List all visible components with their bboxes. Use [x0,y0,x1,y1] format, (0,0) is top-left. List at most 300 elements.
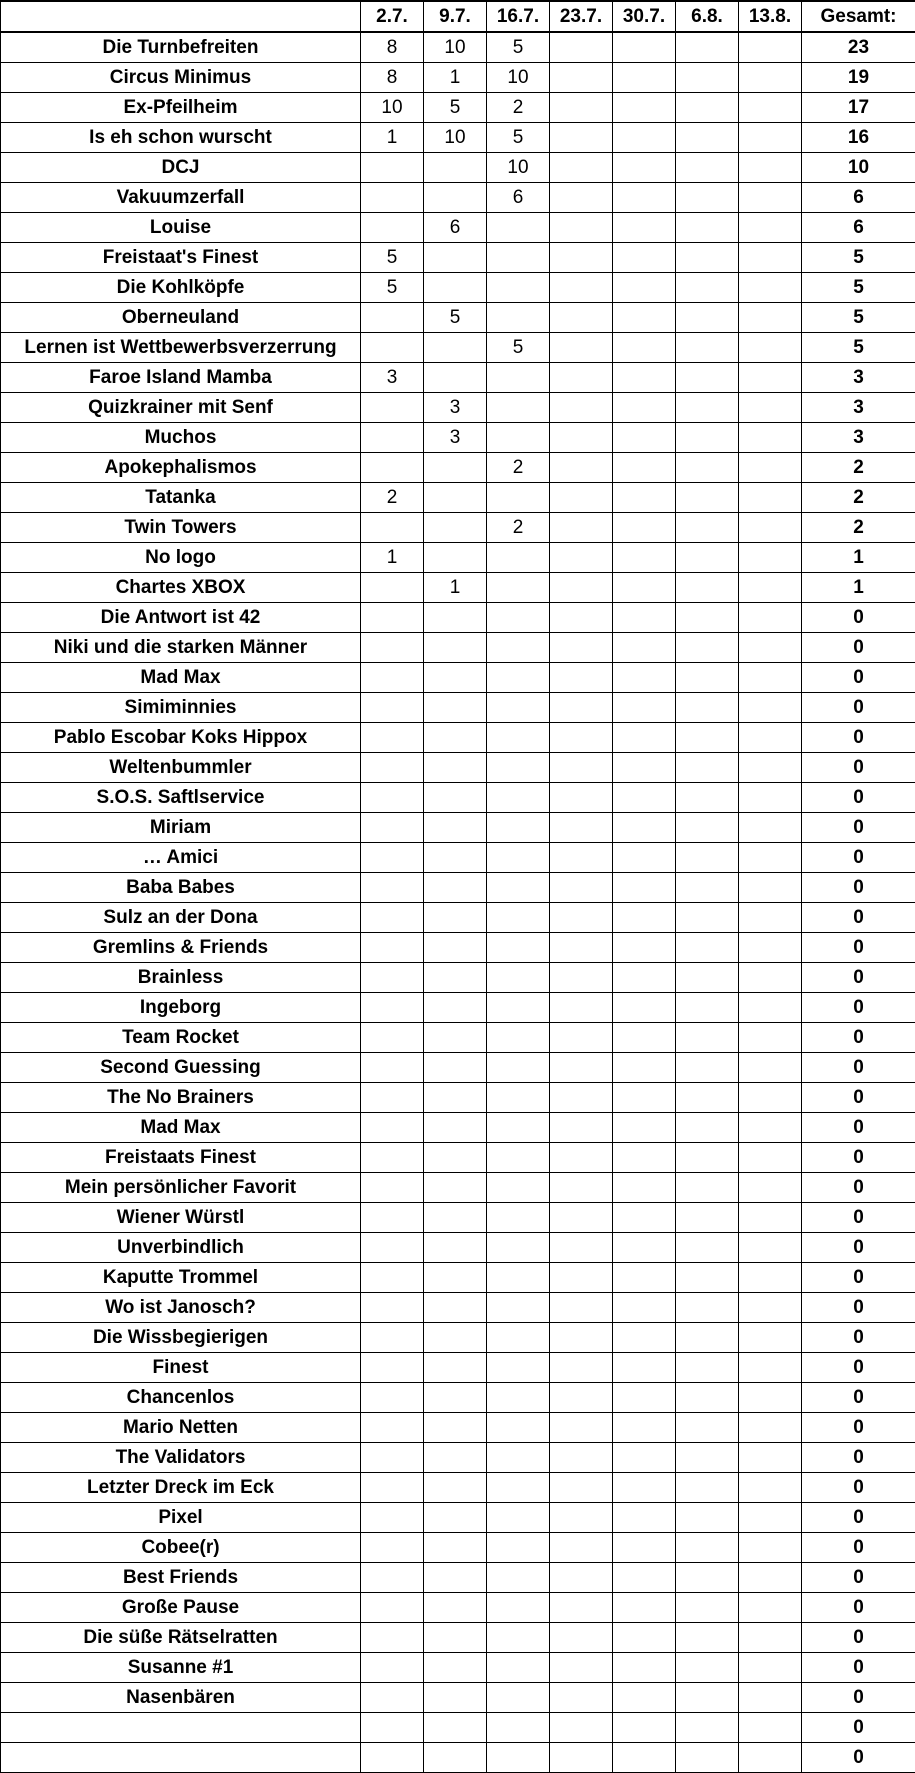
score-cell [550,93,613,123]
score-cell [361,213,424,243]
team-name-cell: Pixel [1,1503,361,1533]
score-cell [613,663,676,693]
score-cell [739,1233,802,1263]
score-cell [676,1263,739,1293]
score-cell [613,1533,676,1563]
team-name-cell: Muchos [1,423,361,453]
total-cell: 0 [802,1353,915,1383]
total-cell: 0 [802,873,915,903]
score-cell [550,1023,613,1053]
score-cell: 3 [424,393,487,423]
score-cell [550,1353,613,1383]
score-cell [613,1503,676,1533]
table-row [1,1503,915,1533]
score-cell [487,1203,550,1233]
score-cell: 1 [424,63,487,93]
score-cell [361,693,424,723]
score-cell [613,1713,676,1743]
score-cell [613,483,676,513]
score-cell [424,783,487,813]
score-cell [613,1233,676,1263]
table-row [1,303,915,333]
table-row [1,1533,915,1563]
score-cell [550,1473,613,1503]
score-cell [613,1623,676,1653]
score-cell [676,1023,739,1053]
score-cell [550,1443,613,1473]
score-cell [550,243,613,273]
table-row [1,123,915,153]
score-cell: 3 [361,363,424,393]
score-cell [613,573,676,603]
score-cell [424,1113,487,1143]
score-cell [676,483,739,513]
score-cell [676,513,739,543]
score-cell [487,1083,550,1113]
score-cell [613,543,676,573]
score-cell: 10 [487,153,550,183]
team-name-cell: Second Guessing [1,1053,361,1083]
score-cell [550,783,613,813]
score-cell [739,1083,802,1113]
score-cell [676,1293,739,1323]
score-cell: 2 [361,483,424,513]
score-cell [613,933,676,963]
team-name-cell: Die Kohlköpfe [1,273,361,303]
score-cell [613,723,676,753]
total-cell: 6 [802,213,915,243]
score-cell [739,1503,802,1533]
table-row [1,1473,915,1503]
score-cell [739,1053,802,1083]
score-cell [613,1683,676,1713]
score-cell [550,633,613,663]
total-cell: 0 [802,603,915,633]
score-cell [739,1203,802,1233]
score-cell [424,963,487,993]
score-cell [424,1203,487,1233]
score-cell [424,993,487,1023]
score-cell [550,843,613,873]
total-cell: 0 [802,723,915,753]
score-cell [487,1683,550,1713]
team-name-cell: Ex-Pfeilheim [1,93,361,123]
score-cell [613,1173,676,1203]
score-cell [487,423,550,453]
table-row [1,243,915,273]
table-row [1,753,915,783]
score-cell [361,843,424,873]
score-cell [361,1323,424,1353]
table-row [1,1113,915,1143]
score-cell [424,513,487,543]
score-cell [739,1143,802,1173]
score-cell [676,1683,739,1713]
score-cell [739,1383,802,1413]
team-name-cell: Pablo Escobar Koks Hippox [1,723,361,753]
score-cell [424,873,487,903]
score-cell [676,453,739,483]
score-cell [361,873,424,903]
score-cell [550,183,613,213]
score-cell [361,1443,424,1473]
score-cell [739,1113,802,1143]
score-cell [550,32,613,63]
score-cell [550,423,613,453]
table-row [1,1203,915,1233]
score-cell [424,1743,487,1773]
table-row [1,1023,915,1053]
scoreboard-body [1,32,915,1773]
score-cell [676,933,739,963]
total-cell: 3 [802,393,915,423]
score-cell [739,903,802,933]
score-cell [487,1323,550,1353]
score-cell [613,183,676,213]
table-row [1,1563,915,1593]
score-cell [550,543,613,573]
score-cell: 2 [487,93,550,123]
table-row [1,663,915,693]
score-cell [676,123,739,153]
score-cell [361,1563,424,1593]
score-cell [739,693,802,723]
score-cell [361,963,424,993]
score-cell [487,1713,550,1743]
score-cell [424,1683,487,1713]
score-cell [550,333,613,363]
team-name-cell: Gremlins & Friends [1,933,361,963]
score-cell [487,693,550,723]
score-cell [424,1353,487,1383]
score-cell [361,513,424,543]
score-cell [487,813,550,843]
total-cell: 0 [802,813,915,843]
score-cell [550,273,613,303]
table-row [1,1443,915,1473]
score-cell [676,993,739,1023]
score-cell [676,1743,739,1773]
score-cell [613,1023,676,1053]
total-cell: 5 [802,303,915,333]
score-cell [424,1653,487,1683]
team-name-cell: Mad Max [1,1113,361,1143]
total-cell: 2 [802,453,915,483]
score-cell: 5 [361,273,424,303]
score-cell [676,273,739,303]
score-cell [361,393,424,423]
total-cell: 0 [802,1113,915,1143]
score-cell [487,273,550,303]
team-name-cell: Cobee(r) [1,1533,361,1563]
score-cell [487,843,550,873]
score-cell [550,303,613,333]
score-cell [424,1263,487,1293]
total-cell: 23 [802,32,915,63]
score-cell [487,303,550,333]
score-cell [487,663,550,693]
score-cell [613,123,676,153]
score-cell [361,903,424,933]
score-cell [676,543,739,573]
score-cell: 6 [487,183,550,213]
score-cell [676,1383,739,1413]
total-cell: 0 [802,1083,915,1113]
score-cell [487,723,550,753]
score-cell [487,1143,550,1173]
score-cell [739,1473,802,1503]
header-row [1,1,915,32]
header-date: 30.7. [613,1,676,32]
score-cell [676,213,739,243]
score-cell [613,1053,676,1083]
score-cell [739,183,802,213]
score-cell [550,483,613,513]
table-row [1,1293,915,1323]
score-cell [361,1653,424,1683]
score-cell [550,1263,613,1293]
score-cell [739,243,802,273]
table-row [1,333,915,363]
total-cell: 0 [802,1233,915,1263]
team-name-cell: Chartes XBOX [1,573,361,603]
score-cell: 6 [424,213,487,243]
team-name-cell: Susanne #1 [1,1653,361,1683]
score-cell [487,1593,550,1623]
score-cell [361,1023,424,1053]
score-cell [676,1353,739,1383]
score-cell [487,543,550,573]
score-cell [361,1053,424,1083]
total-cell: 1 [802,573,915,603]
table-row [1,1083,915,1113]
score-cell [739,783,802,813]
score-cell [613,603,676,633]
team-name-cell: Apokephalismos [1,453,361,483]
table-row [1,1233,915,1263]
table-row [1,183,915,213]
score-cell [487,873,550,903]
score-cell [613,1323,676,1353]
total-cell: 0 [802,843,915,873]
team-name-cell: Freistaats Finest [1,1143,361,1173]
score-cell [676,93,739,123]
table-row [1,1383,915,1413]
score-cell [676,1473,739,1503]
team-name-cell: Weltenbummler [1,753,361,783]
team-name-cell: Oberneuland [1,303,361,333]
score-cell [613,63,676,93]
team-name-cell: The No Brainers [1,1083,361,1113]
score-cell [550,123,613,153]
score-cell [739,423,802,453]
score-cell [739,63,802,93]
score-cell [424,1053,487,1083]
score-cell [550,1413,613,1443]
table-row [1,1353,915,1383]
score-cell [739,333,802,363]
score-cell [361,1083,424,1113]
total-cell: 0 [802,1263,915,1293]
table-row [1,603,915,633]
score-cell [676,573,739,603]
score-cell [550,873,613,903]
score-cell [739,1173,802,1203]
total-cell: 0 [802,1563,915,1593]
table-row [1,693,915,723]
score-cell [676,1053,739,1083]
table-row [1,903,915,933]
score-cell: 5 [487,123,550,153]
score-cell [361,423,424,453]
team-name-cell: Twin Towers [1,513,361,543]
team-name-cell: Niki und die starken Männer [1,633,361,663]
score-cell: 5 [487,32,550,63]
score-cell [550,1713,613,1743]
score-cell [487,213,550,243]
score-cell [424,1023,487,1053]
score-cell [361,603,424,633]
table-row [1,423,915,453]
total-cell: 2 [802,513,915,543]
score-cell [487,483,550,513]
score-cell [739,663,802,693]
score-cell [550,753,613,783]
score-cell [550,1503,613,1533]
score-cell [676,903,739,933]
table-row [1,873,915,903]
score-cell [550,1563,613,1593]
score-cell [487,1383,550,1413]
score-cell [361,453,424,483]
table-row [1,1263,915,1293]
score-cell [487,1353,550,1383]
score-cell [676,1143,739,1173]
score-cell [424,1503,487,1533]
table-row [1,1653,915,1683]
score-cell [613,1113,676,1143]
score-cell [739,1413,802,1443]
table-row [1,153,915,183]
score-cell [739,993,802,1023]
score-cell [361,1233,424,1263]
team-name-cell: Faroe Island Mamba [1,363,361,393]
table-row [1,1053,915,1083]
team-name-cell: Simiminnies [1,693,361,723]
score-cell [424,1443,487,1473]
score-cell [361,303,424,333]
team-name-cell: Vakuumzerfall [1,183,361,213]
score-cell [739,543,802,573]
score-cell [424,243,487,273]
score-cell [550,1143,613,1173]
total-cell: 0 [802,1053,915,1083]
score-cell [739,1653,802,1683]
team-name-cell: Wiener Würstl [1,1203,361,1233]
header-date: 2.7. [361,1,424,32]
score-cell: 5 [424,93,487,123]
table-row [1,993,915,1023]
score-cell [424,813,487,843]
score-cell [424,603,487,633]
score-cell [739,1263,802,1293]
score-cell [676,32,739,63]
header-date: 9.7. [424,1,487,32]
score-cell [676,813,739,843]
table-row [1,513,915,543]
score-cell [613,1473,676,1503]
score-cell [424,333,487,363]
score-cell: 1 [424,573,487,603]
score-cell [487,1023,550,1053]
score-cell [424,1593,487,1623]
team-name-cell: Team Rocket [1,1023,361,1053]
team-name-cell: Wo ist Janosch? [1,1293,361,1323]
score-cell [550,393,613,423]
score-cell [424,903,487,933]
score-cell [676,723,739,753]
score-cell [550,813,613,843]
score-cell [613,1413,676,1443]
score-cell [739,633,802,663]
score-cell [739,1593,802,1623]
score-cell: 2 [487,453,550,483]
table-row [1,1323,915,1353]
team-name-cell: Mario Netten [1,1413,361,1443]
score-cell [613,783,676,813]
table-row [1,963,915,993]
score-cell [550,1653,613,1683]
total-cell: 5 [802,243,915,273]
table-row [1,363,915,393]
score-cell [613,453,676,483]
total-cell: 5 [802,333,915,363]
score-cell [487,903,550,933]
score-cell: 10 [424,123,487,153]
team-name-cell [1,1743,361,1773]
score-cell [613,213,676,243]
team-name-cell: Mad Max [1,663,361,693]
score-cell [676,1203,739,1233]
score-cell [550,453,613,483]
score-cell [739,1683,802,1713]
score-cell [424,693,487,723]
score-cell [613,333,676,363]
score-cell [361,1173,424,1203]
team-name-cell: Best Friends [1,1563,361,1593]
score-cell: 5 [487,333,550,363]
total-cell: 0 [802,1173,915,1203]
score-cell [424,1413,487,1443]
team-name-cell: Sulz an der Dona [1,903,361,933]
team-name-cell: DCJ [1,153,361,183]
total-cell: 0 [802,1683,915,1713]
score-cell [613,903,676,933]
score-cell [676,963,739,993]
score-cell [739,1623,802,1653]
table-row [1,783,915,813]
score-cell [550,1293,613,1323]
score-cell [550,573,613,603]
total-cell: 0 [802,1323,915,1353]
total-cell: 0 [802,1443,915,1473]
score-cell [613,1443,676,1473]
score-cell [676,63,739,93]
score-cell [361,1623,424,1653]
score-cell [361,1503,424,1533]
score-cell [424,1563,487,1593]
team-name-cell: Quizkrainer mit Senf [1,393,361,423]
